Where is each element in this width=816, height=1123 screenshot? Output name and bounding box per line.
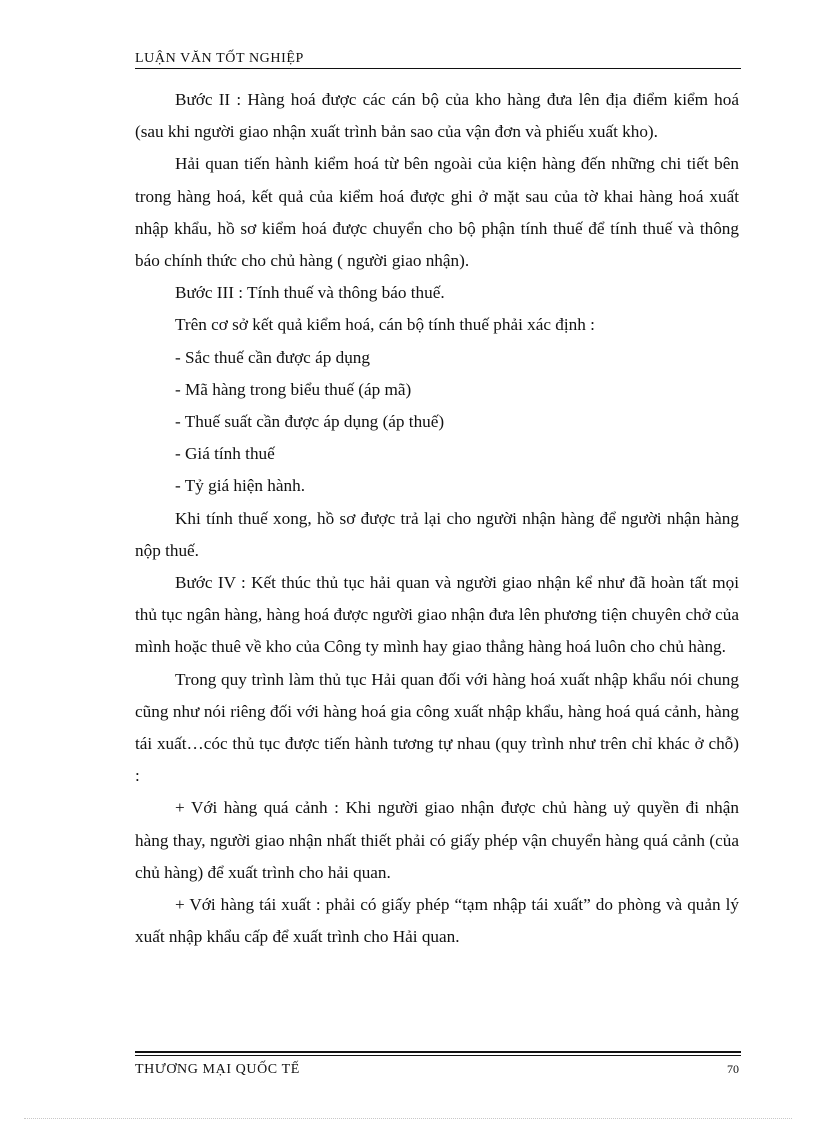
page-footer: [135, 1051, 741, 1078]
footer-row: [135, 1062, 741, 1078]
footer-rule: [135, 1055, 741, 1056]
footer-title: THƯƠNG MẠI QUỐC TẾ: [135, 1062, 300, 1077]
paragraph-step-3: Bước III : Tính thuế và thông báo thuế.: [175, 283, 445, 303]
page-edge-divider: [24, 1118, 792, 1119]
paragraph-procedure-summary: Trong quy trình làm thủ tục Hải quan đối với hàng hoá xuất nhập khẩu nói chung cũng như nói riêng đối với hàng hoá gia công xuất nhập khẩu, hàng hoá quá cảnh, hàng tái xuất…cóc thủ tục được tiến hành tương tự nhau (quy trình như trên chỉ khác ở chỗ) :: [135, 669, 739, 786]
document-body: [135, 84, 739, 953]
paragraph-transit-goods: + Với hàng quá cảnh : Khi người giao nhận được chủ hàng uỷ quyền đi nhận hàng thay, người giao nhận nhất thiết phải có giấy phép vận chuyển hàng quá cảnh (của chủ hàng) để xuất trình cho hải quan.: [135, 798, 739, 882]
list-item: - Sắc thuế cần được áp dụng: [175, 347, 370, 367]
header-rule: [135, 68, 741, 69]
paragraph-customs-inspection: Hải quan tiến hành kiểm hoá từ bên ngoài của kiện hàng đến những chi tiết bên trong hàng hoá, kết quả của kiểm hoá được ghi ở mặt sau của tờ khai hàng hoá xuất nhập khẩu, hồ sơ kiểm hoá được chuyển cho bộ phận tính thuế để tính thuế và thông báo chính thức cho chủ hàng ( người giao nhận).: [135, 154, 739, 271]
page-header: [135, 50, 741, 69]
footer-rule: [135, 1051, 741, 1053]
list-item: - Mã hàng trong biểu thuế (áp mã): [175, 379, 412, 399]
page-number: 70: [727, 1062, 739, 1076]
paragraph-step-4: Bước IV : Kết thúc thủ tục hải quan và người giao nhận kể như đã hoàn tất mọi thủ tục ngân hàng, hàng hoá được người giao nhận đưa lên phương tiện chuyên chở của mình hoặc thuê về kho của Công ty mình hay giao thẳng hàng hoá luôn cho chủ hàng.: [135, 573, 739, 657]
paragraph-tax-payment: Khi tính thuế xong, hồ sơ được trả lại cho người nhận hàng để người nhận hàng nộp thuế.: [135, 508, 739, 560]
header-title: LUẬN VĂN TỐT NGHIỆP: [135, 51, 304, 66]
list-item: - Tỷ giá hiện hành.: [175, 476, 305, 496]
paragraph-step-2: Bước II : Hàng hoá được các cán bộ của kho hàng đưa lên địa điểm kiểm hoá (sau khi người giao nhận xuất trình bản sao của vận đơn và phiếu xuất kho).: [135, 90, 739, 142]
list-item: - Giá tính thuế: [175, 444, 275, 464]
paragraph-re-export-goods: + Với hàng tái xuất : phải có giấy phép “tạm nhập tái xuất” do phòng và quản lý xuất nhập khẩu cấp để xuất trình cho Hải quan.: [135, 895, 739, 947]
paragraph-tax-basis: Trên cơ sở kết quả kiểm hoá, cán bộ tính thuế phải xác định :: [175, 315, 595, 335]
list-item: - Thuế suất cần được áp dụng (áp thuế): [175, 412, 445, 432]
